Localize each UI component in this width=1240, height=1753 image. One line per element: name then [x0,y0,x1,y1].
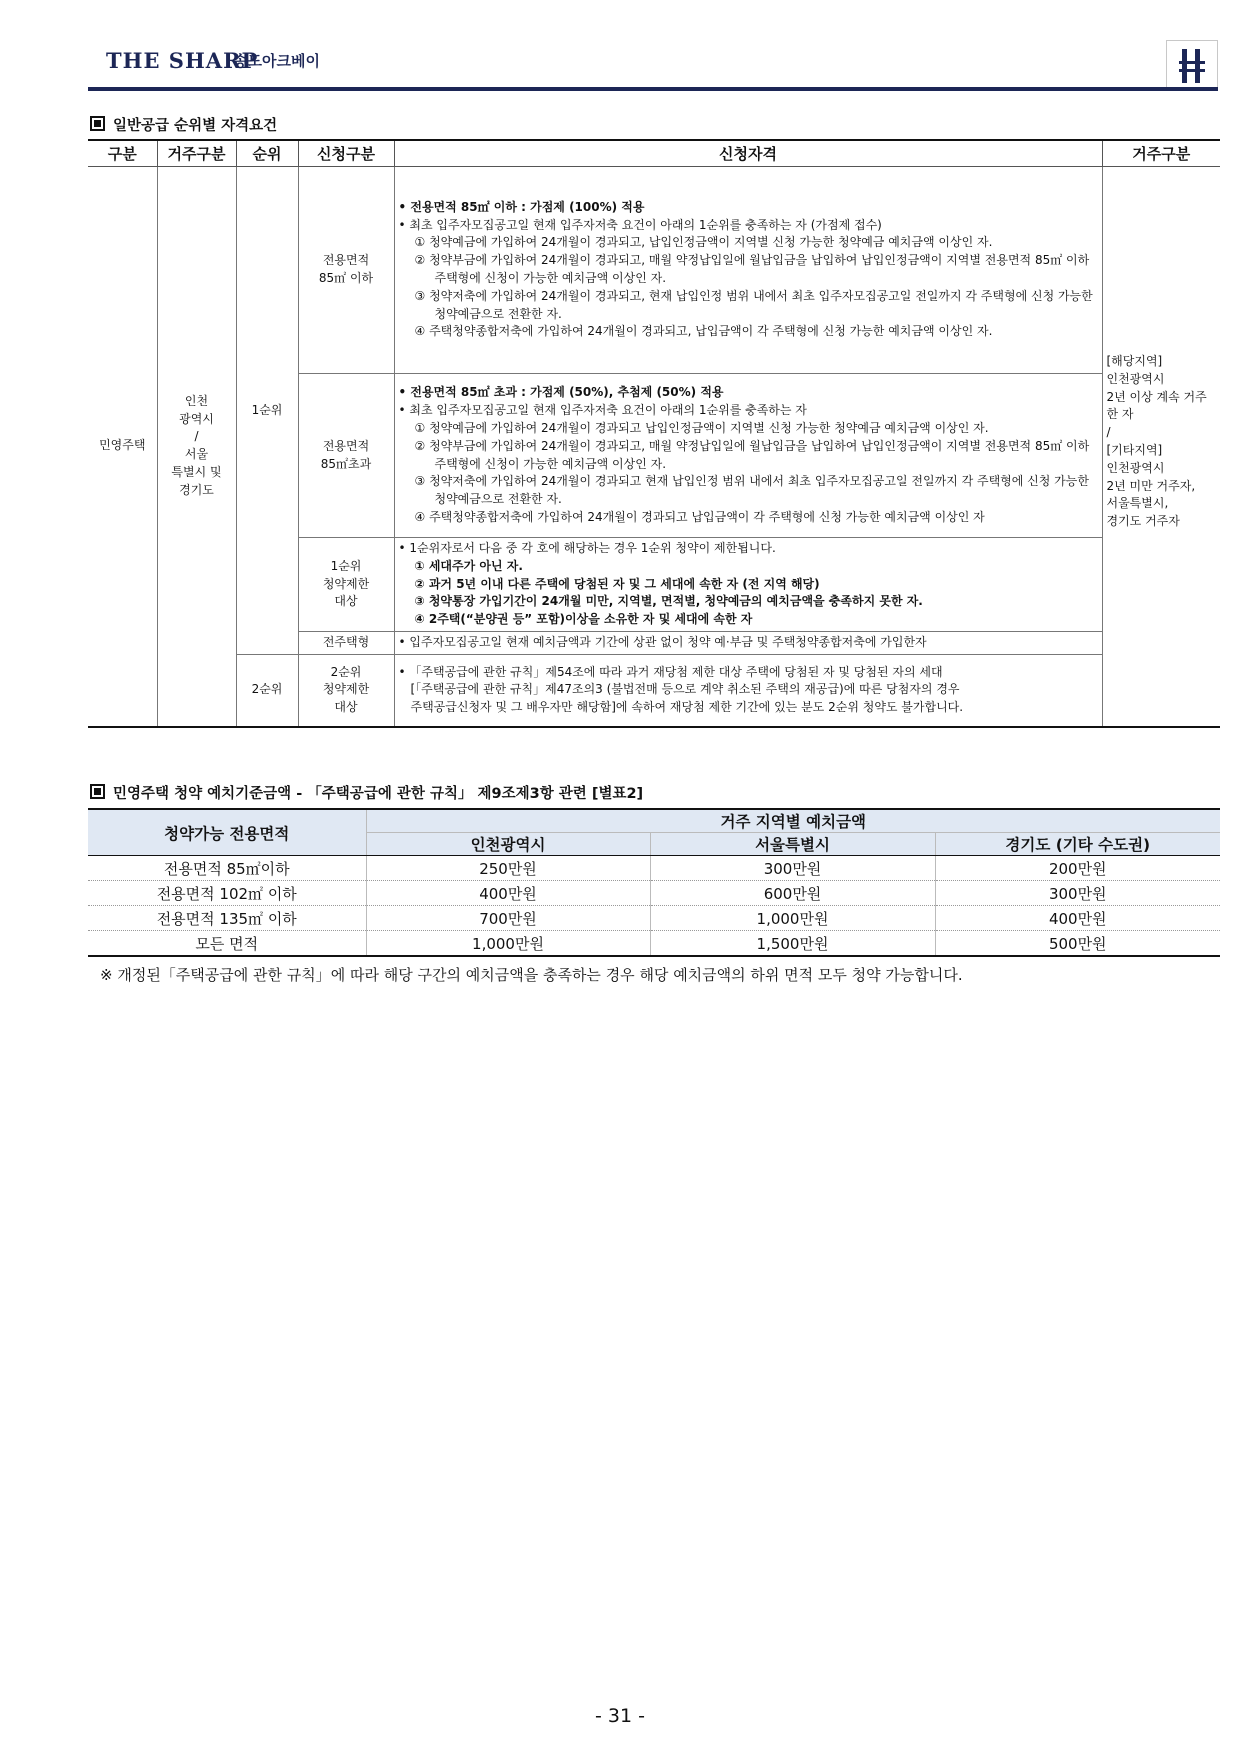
list-item: ④ 주택청약종합저축에 가입하여 24개월이 경과되고 납입금액이 각 주택형에 신청 가능한 예치금액 이상인 자 [414,509,985,524]
table-cell: 400만원 [366,881,650,906]
column-header: 순위 [236,140,298,167]
type-cell: 2순위 청약제한 대상 [298,655,394,727]
list-item: ③ 청약저축에 가입하여 24개월이 경과되고 현재 납입인정 범위 내에서 최초 입주자모집공고일 전일까지 각 주택형에 신청 가능한 청약예금으로 전환한 자. [414,474,1089,507]
qualification-cell [394,632,1102,655]
column-header: 거주구분 [157,140,236,167]
list-item: ① 세대주가 아닌 자. [414,558,523,573]
list-item: ④ 2주택(“분양권 등” 포함)이상을 소유한 자 및 세대에 속한 자 [414,612,753,627]
table-cell: 500만원 [935,931,1220,957]
region-header: 인천광역시 [366,833,650,856]
table-cell: 300만원 [650,856,935,881]
type-cell: 전주택형 [298,632,394,655]
table-cell: 300만원 [935,881,1220,906]
table-cell: 전용면적 85㎡이하 [88,856,366,881]
list-item: • 최초 입주자모집공고일 현재 입주자저축 요건이 아래의 1순위를 충족하는 자 [398,403,807,418]
brand-subtitle: 송도아크베이 [233,52,320,70]
type-cell: 전용면적 85㎡ 이하 [298,167,394,374]
region-header: 서울특별시 [650,833,935,856]
list-item: • 「주택공급에 관한 규칙」제54조에 따라 과거 재당첨 제한 대상 주택에 당첨된 자 및 당첨된 자의 세대 [398,664,943,679]
list-item: ② 청약부금에 가입하여 24개월이 경과되고, 매월 약정납입일에 월납입금을 납입하여 납입인정금액이 지역별 전용면적 85㎡ 이하 주택형에 신청이 가능한 예치금액 이상인 자. [414,438,1090,471]
footnote: ※ 개정된「주택공급에 관한 규칙」에 따라 해당 구간의 예치금액을 충족하는 경우 해당 예치금액의 하위 면적 모두 청약 가능합니다. [100,966,963,984]
qualification-cell [394,538,1102,632]
section-title-eligibility: 일반공급 순위별 자격요건 [90,114,277,135]
brand-name: THE SHARP [106,48,259,73]
table-row [88,655,1220,727]
qualification-cell [394,655,1102,727]
category-cell: 민영주택 [88,167,157,727]
table-cell: 200만원 [935,856,1220,881]
list-item: • 1순위자로서 다음 중 각 호에 해당하는 경우 1순위 청약이 제한됩니다. [398,541,776,555]
table-cell: 1,000만원 [366,931,650,957]
residence-region-cell: 인천 광역시 / 서울 특별시 및 경기도 [157,167,236,727]
list-item: ④ 주택청약종합저축에 가입하여 24개월이 경과되고, 납입금액이 각 주택형에 신청 가능한 예치금액 이상인 자. [414,324,993,339]
table-row [88,906,1220,931]
table-cell: 600만원 [650,881,935,906]
list-item: • 최초 입주자모집공고일 현재 입주자저축 요건이 아래의 1순위를 충족하는 자 (가점제 접수) [398,217,882,232]
table-cell: 400만원 [935,906,1220,931]
column-header: 신청자격 [394,140,1102,167]
area-header: 청약가능 전용면적 [88,809,366,856]
list-item: ② 과거 5년 이내 다른 주택에 당첨된 자 및 그 세대에 속한 자 (전 지역 해당) [414,576,820,591]
list-item: ① 청약예금에 가입하여 24개월이 경과되고 납입인정금액이 지역별 신청 가능한 청약예금 예치금액 이상인 자. [414,420,989,435]
rank-2-cell: 2순위 [236,655,298,727]
table-cell: 모든 면적 [88,931,366,957]
table-cell: 1,000만원 [650,906,935,931]
list-item: • 전용면적 85㎡ 초과 : 가점제 (50%), 추첨제 (50%) 적용 [398,385,724,400]
column-header: 구분 [88,140,157,167]
table-cell: 700만원 [366,906,650,931]
eligibility-table [88,139,1220,728]
list-item: • 전용면적 85㎡ 이하 : 가점제 (100%) 적용 [398,199,645,214]
list-item: ② 청약부금에 가입하여 24개월이 경과되고, 매월 약정납입일에 월납입금을 납입하여 납입인정금액이 지역별 전용면적 85㎡ 이하 주택형에 신청이 가능한 예치금액 이상인 자. [414,253,1090,285]
column-header: 거주구분 [1102,140,1220,167]
type-cell: 1순위 청약제한 대상 [298,538,394,632]
table-row [88,881,1220,906]
table-header-row [88,809,1220,833]
list-item: ① 청약예금에 가입하여 24개월이 경과되고, 납입인정금액이 지역별 신청 가능한 청약예금 예치금액 이상인 자. [414,235,993,250]
column-header: 신청구분 [298,140,394,167]
list-item: 주택공급신청자 및 그 배우자만 해당함]에 속하여 재당첨 제한 기간에 있는 분도 2순위 청약도 불가합니다. [410,700,964,715]
section-square-icon [90,784,105,799]
region-header: 경기도 (기타 수도권) [935,833,1220,856]
table-cell: 250만원 [366,856,650,881]
rank-1-cell: 1순위 [236,167,298,655]
table-cell: 1,500만원 [650,931,935,957]
section-square-icon [90,116,105,131]
type-cell: 전용면적 85㎡초과 [298,374,394,538]
residence-class-cell: [해당지역] 인천광역시 2년 이상 계속 거주 한 자 / [기타지역] 인천광역시 2년 미만 거주자, 서울특별시, 경기도 거주자 [1102,167,1220,727]
table-cell: 전용면적 135㎡ 이하 [88,906,366,931]
list-item: ③ 청약저축에 가입하여 24개월이 경과되고, 현재 납입인정 범위 내에서 최초 입주자모집공고일 전일까지 각 주택형에 신청 가능한 청약예금으로 전환한 자. [414,288,1093,321]
section-title-deposit: 민영주택 청약 예치기준금액 - 「주택공급에 관한 규칙」 제9조제3항 관련 [별표2] [90,782,643,803]
list-item: • 입주자모집공고일 현재 예치금액과 기간에 상관 없이 청약 예·부금 및 주택청약종합저축에 가입한자 [398,635,927,650]
header-rule [88,87,1218,91]
table-row [88,856,1220,881]
table-cell: 전용면적 102㎡ 이하 [88,881,366,906]
table-row [88,931,1220,957]
list-item: ③ 청약통장 가입기간이 24개월 미만, 지역별, 면적별, 청약예금의 예치금액을 충족하지 못한 자. [414,594,923,609]
page-header [88,40,1218,92]
qualification-cell [394,374,1102,538]
qualification-cell [394,167,1102,374]
brand-logo-icon [1166,40,1218,91]
page-number: - 31 - [595,1705,645,1727]
table-row [88,167,1220,374]
region-group-header: 거주 지역별 예치금액 [366,809,1220,833]
table-header-row [88,140,1220,167]
deposit-table [88,808,1220,957]
list-item: [「주택공급에 관한 규칙」제47조의3 (불법전매 등으로 계약 취소된 주택의 재공급)에 따른 당첨자의 경우 [410,682,960,697]
